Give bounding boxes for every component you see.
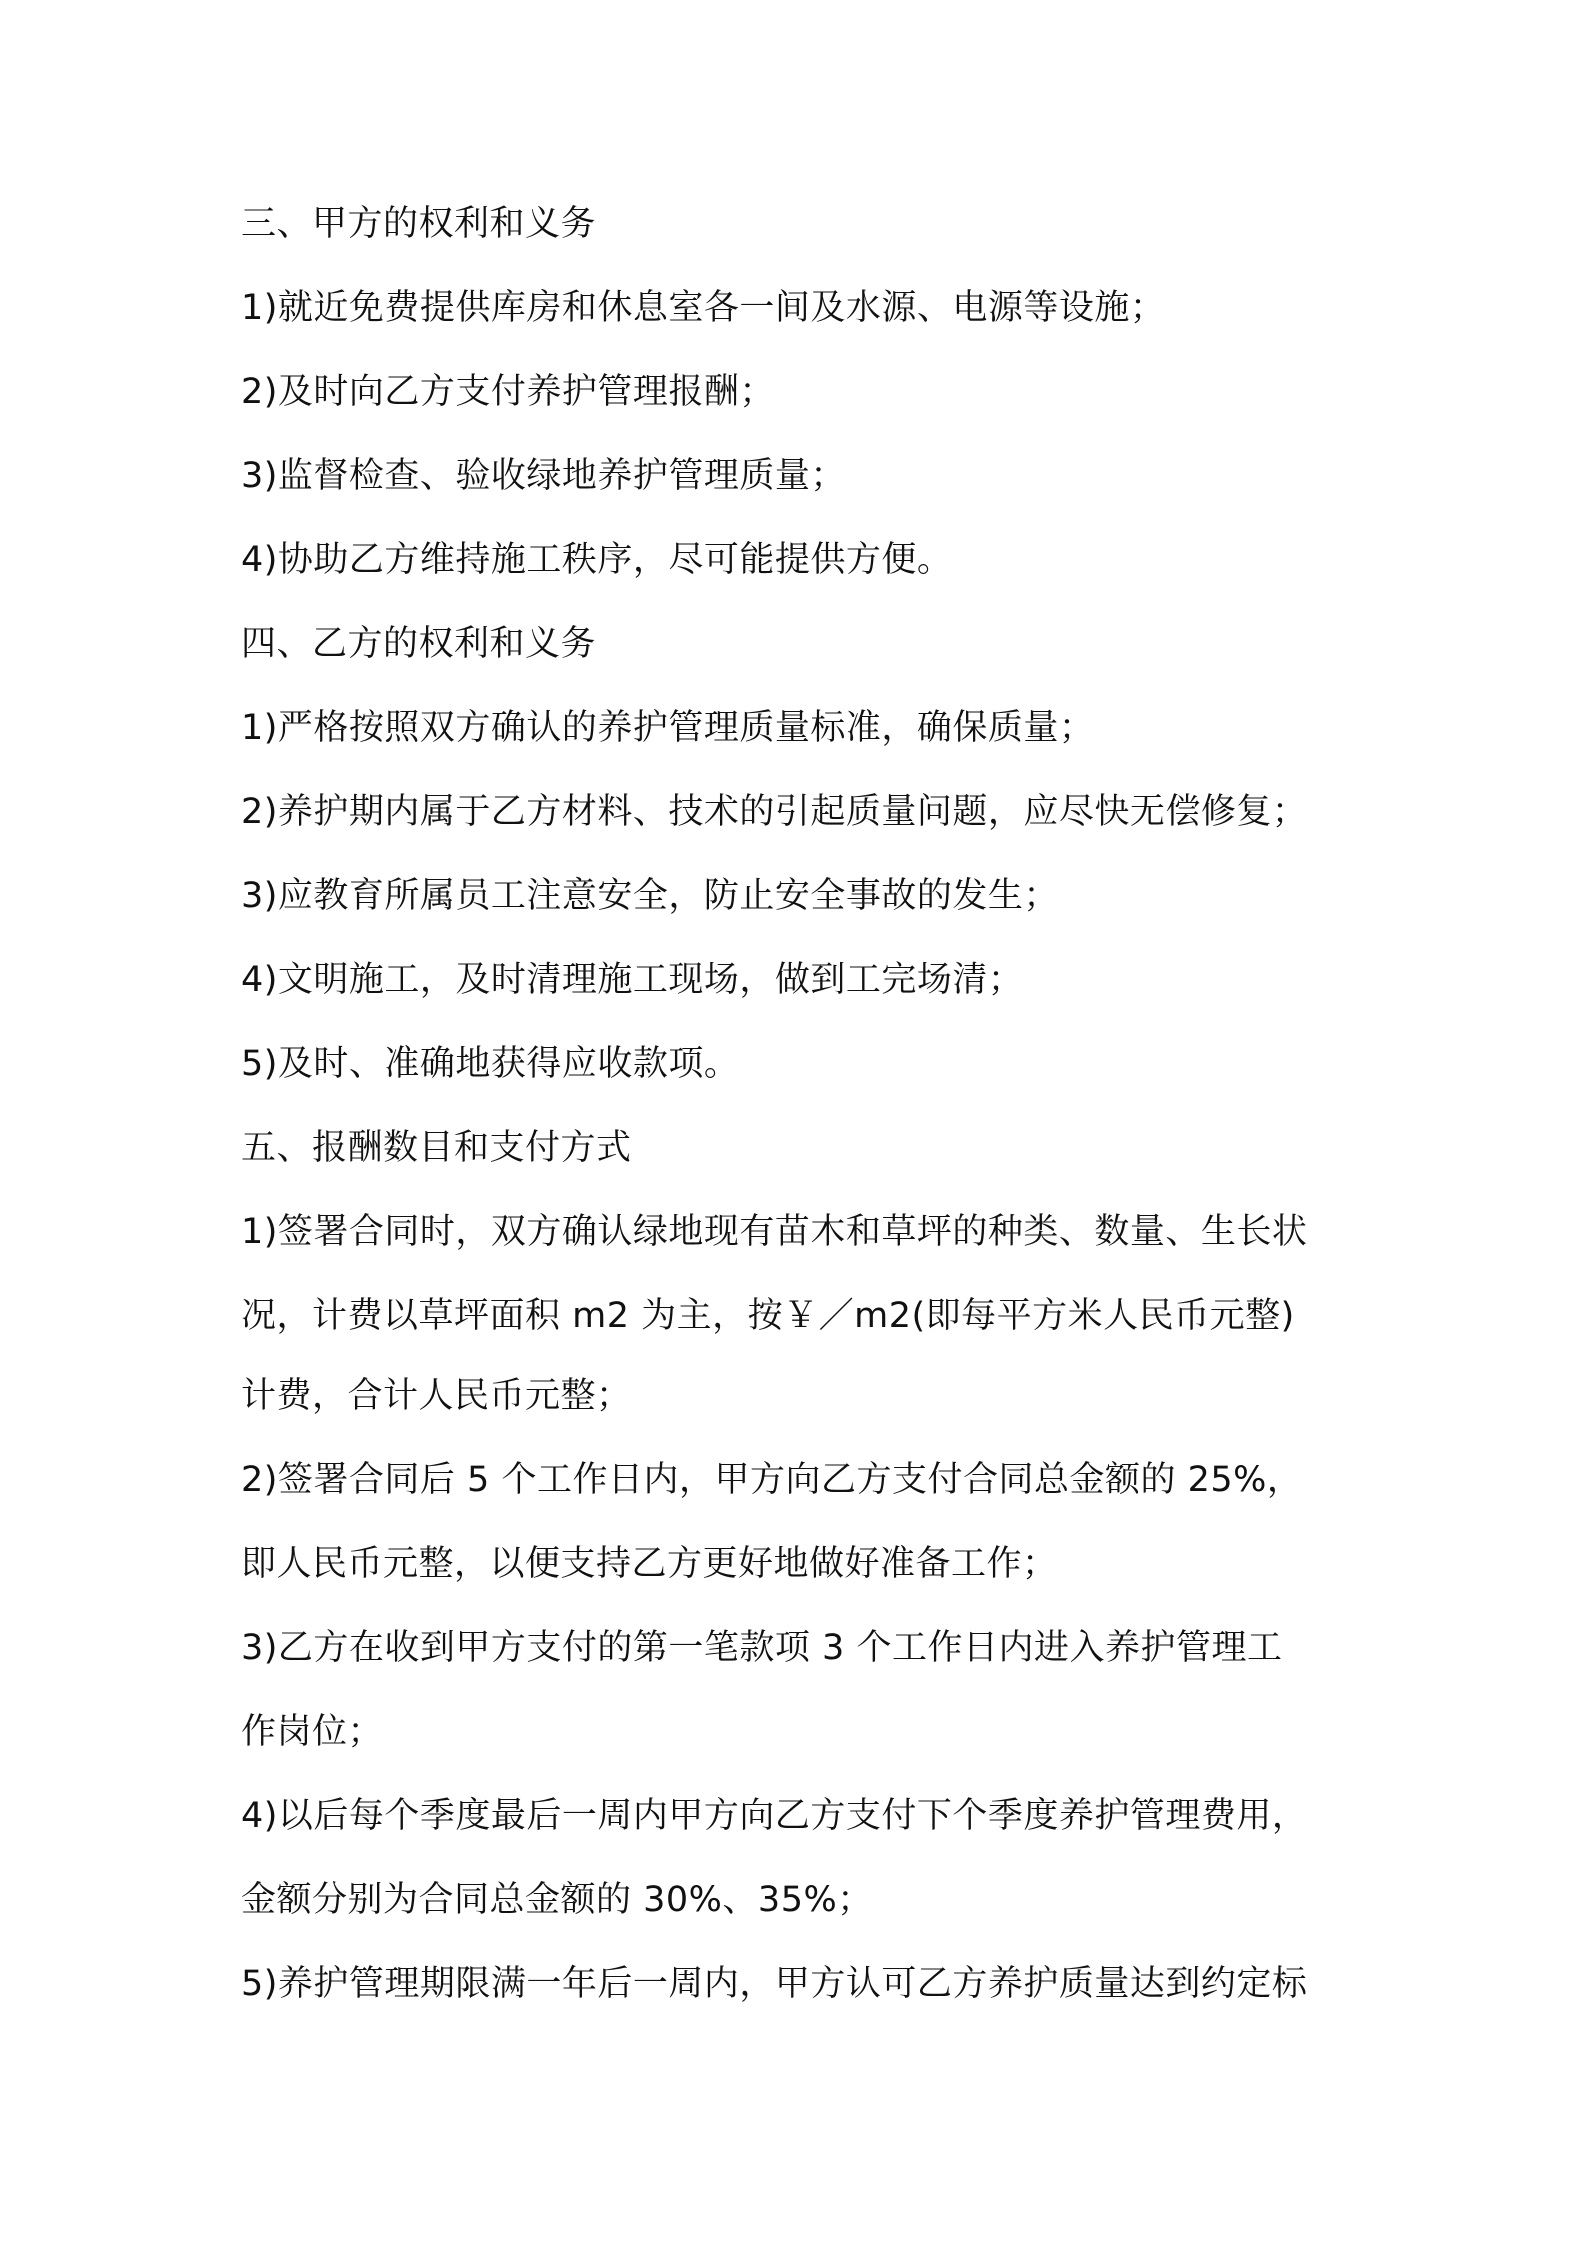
paragraph-line: 金额分别为合同总金额的 30%、35%； [241, 1880, 873, 1920]
paragraph-line: 3)监督检查、验收绿地养护管理质量； [241, 456, 846, 496]
section-heading-party-b: 四、乙方的权利和义务 [241, 624, 597, 664]
paragraph-line: 4)文明施工，及时清理施工现场，做到工完场清； [241, 960, 1024, 1000]
paragraph-line: 作岗位； [241, 1712, 384, 1752]
paragraph-line: 2)签署合同后 5 个工作日内，甲方向乙方支付合同总金额的 25%， [241, 1460, 1303, 1500]
paragraph-line: 计费，合计人民币元整； [241, 1376, 632, 1416]
paragraph-line: 1)签署合同时，双方确认绿地现有苗木和草坪的种类、数量、生长状 [241, 1212, 1308, 1252]
paragraph-line: 2)养护期内属于乙方材料、技术的引起质量问题，应尽快无偿修复； [241, 792, 1308, 832]
paragraph-line: 4)以后每个季度最后一周内甲方向乙方支付下个季度养护管理费用， [241, 1796, 1308, 1836]
paragraph-line: 况，计费以草坪面积 m2 为主，按￥／m2(即每平方米人民币元整) [241, 1296, 1295, 1336]
paragraph-line: 即人民币元整，以便支持乙方更好地做好准备工作； [241, 1544, 1058, 1584]
paragraph-line: 1)就近免费提供库房和休息室各一间及水源、电源等设施； [241, 288, 1166, 328]
paragraph-line: 5)养护管理期限满一年后一周内，甲方认可乙方养护质量达到约定标 [241, 1964, 1308, 2004]
section-heading-payment: 五、报酬数目和支付方式 [241, 1128, 632, 1168]
paragraph-line: 5)及时、准确地获得应收款项。 [241, 1044, 740, 1084]
document-body [241, 200, 1361, 2044]
paragraph-line: 2)及时向乙方支付养护管理报酬； [241, 372, 775, 412]
section-heading-party-a: 三、甲方的权利和义务 [241, 204, 597, 244]
paragraph-line: 4)协助乙方维持施工秩序，尽可能提供方便。 [241, 540, 953, 580]
paragraph-line: 1)严格按照双方确认的养护管理质量标准，确保质量； [241, 708, 1095, 748]
paragraph-line: 3)乙方在收到甲方支付的第一笔款项 3 个工作日内进入养护管理工 [241, 1628, 1283, 1668]
paragraph-line: 3)应教育所属员工注意安全，防止安全事故的发生； [241, 876, 1059, 916]
